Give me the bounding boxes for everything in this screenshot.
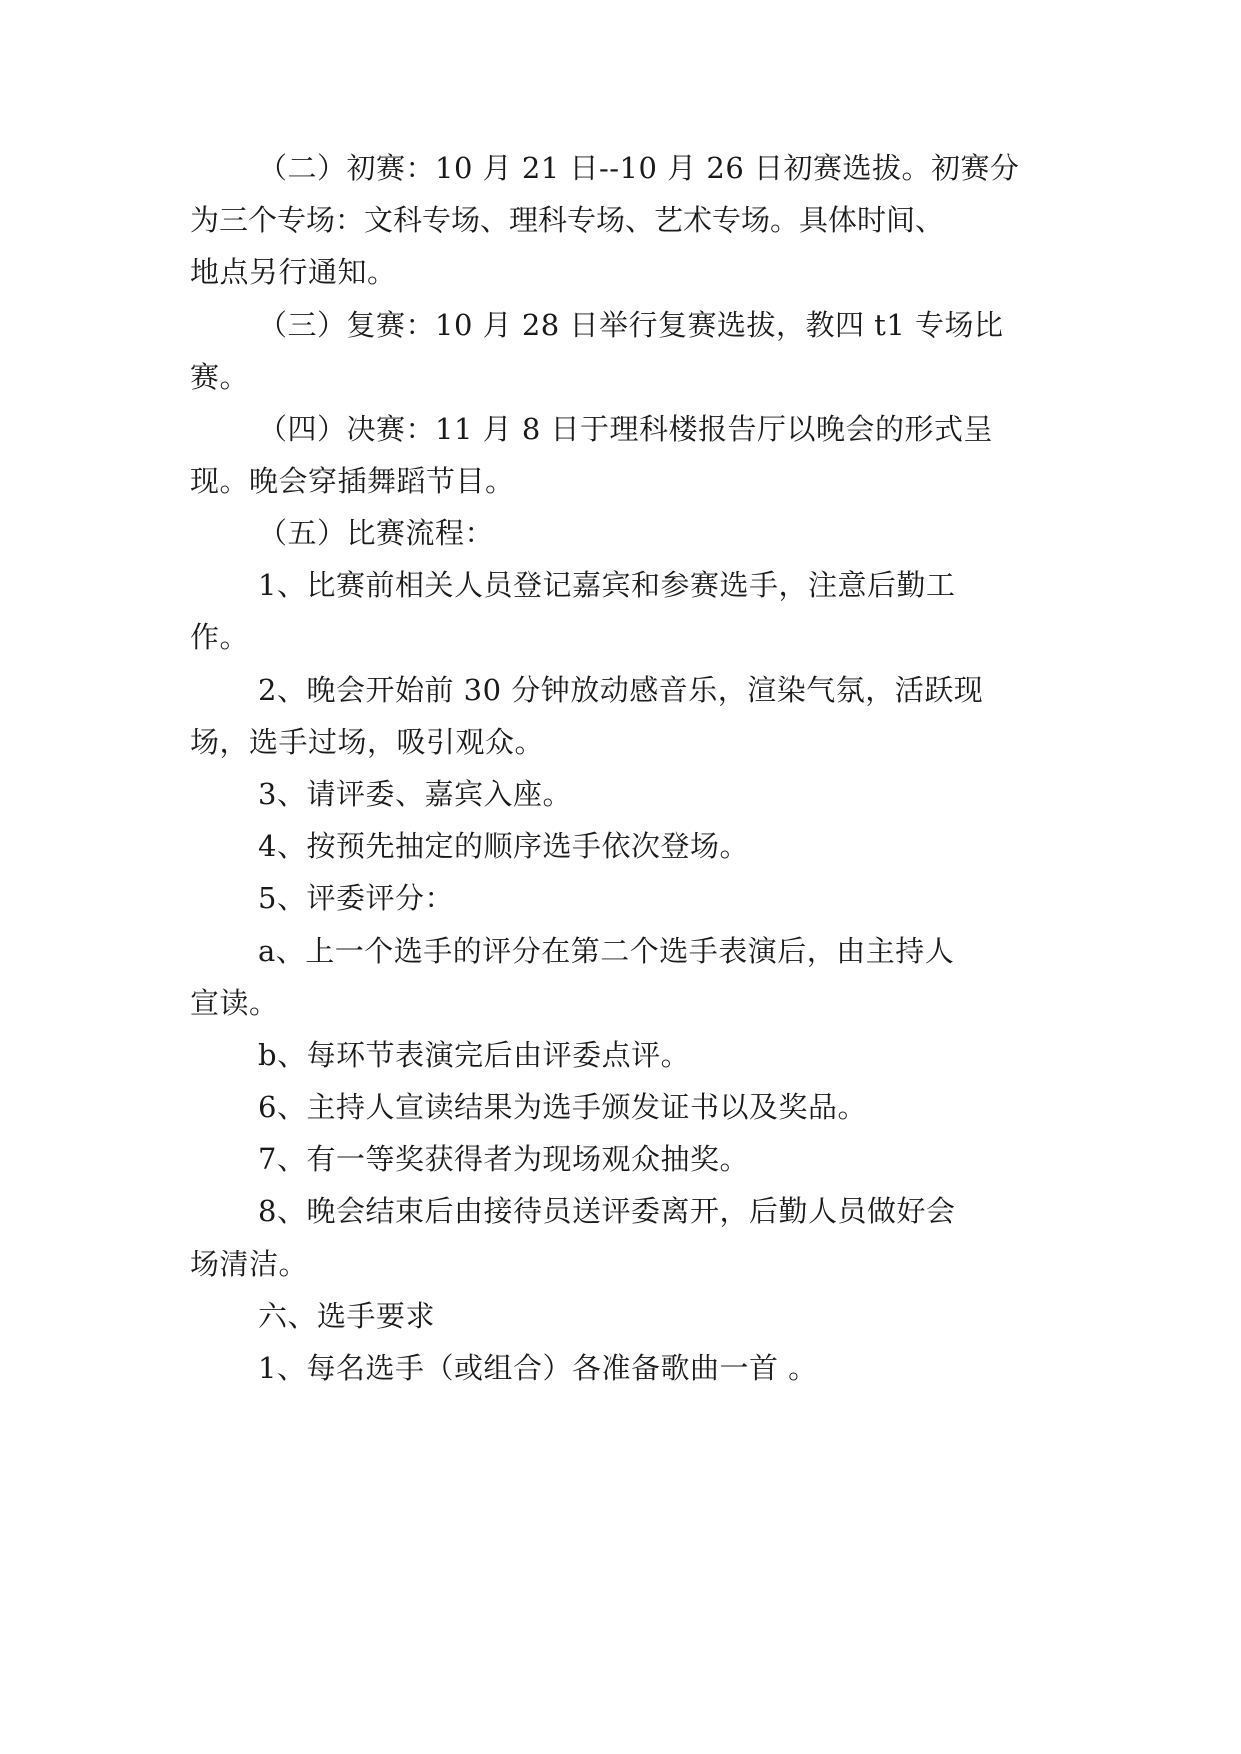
process-item-2-line-2: 场，选手过场，吸引观众。 xyxy=(190,725,545,759)
process-item-5a-line-2: 宣读。 xyxy=(190,986,279,1020)
paragraph-final-line-1: （四）决赛：11 月 8 日于理科楼报告厅以晚会的形式呈 xyxy=(258,412,994,446)
process-item-7: 7、有一等奖获得者为现场观众抽奖。 xyxy=(258,1142,749,1176)
paragraph-preliminary-line-2: 为三个专场：文科专场、理科专场、艺术专场。具体时间、 xyxy=(190,203,945,237)
requirement-item-1: 1、每名选手（或组合）各准备歌曲一首 。 xyxy=(258,1351,818,1385)
process-item-3: 3、请评委、嘉宾入座。 xyxy=(258,777,572,811)
process-item-6: 6、主持人宣读结果为选手颁发证书以及奖品。 xyxy=(258,1090,867,1124)
process-item-4: 4、按预先抽定的顺序选手依次登场。 xyxy=(258,829,749,863)
process-item-1-line-1: 1、比赛前相关人员登记嘉宾和参赛选手，注意后勤工 xyxy=(258,568,956,602)
paragraph-semifinal-line-1: （三）复赛：10 月 28 日举行复赛选拔，教四 t1 专场比 xyxy=(258,308,1004,342)
process-item-5a-line-1: a、上一个选手的评分在第二个选手表演后，由主持人 xyxy=(258,934,955,968)
section-heading-requirements: 六、选手要求 xyxy=(258,1299,436,1333)
process-item-8-line-2: 场清洁。 xyxy=(190,1247,309,1281)
process-item-5b: b、每环节表演完后由评委点评。 xyxy=(258,1038,691,1072)
paragraph-final-line-2: 现。晚会穿插舞蹈节目。 xyxy=(190,464,515,498)
paragraph-preliminary-line-3: 地点另行通知。 xyxy=(190,255,397,289)
paragraph-semifinal-line-2: 赛。 xyxy=(190,360,250,394)
process-item-1-line-2: 作。 xyxy=(190,620,250,654)
section-heading-process: （五）比赛流程： xyxy=(258,516,495,550)
process-item-8-line-1: 8、晚会结束后由接待员送评委离开，后勤人员做好会 xyxy=(258,1194,956,1228)
process-item-5: 5、评委评分： xyxy=(258,881,454,915)
paragraph-preliminary-line-1: （二）初赛：10 月 21 日--10 月 26 日初赛选拔。初赛分 xyxy=(258,151,1020,185)
process-item-2-line-1: 2、晚会开始前 30 分钟放动感音乐，渲染气氛，活跃现 xyxy=(258,673,984,707)
